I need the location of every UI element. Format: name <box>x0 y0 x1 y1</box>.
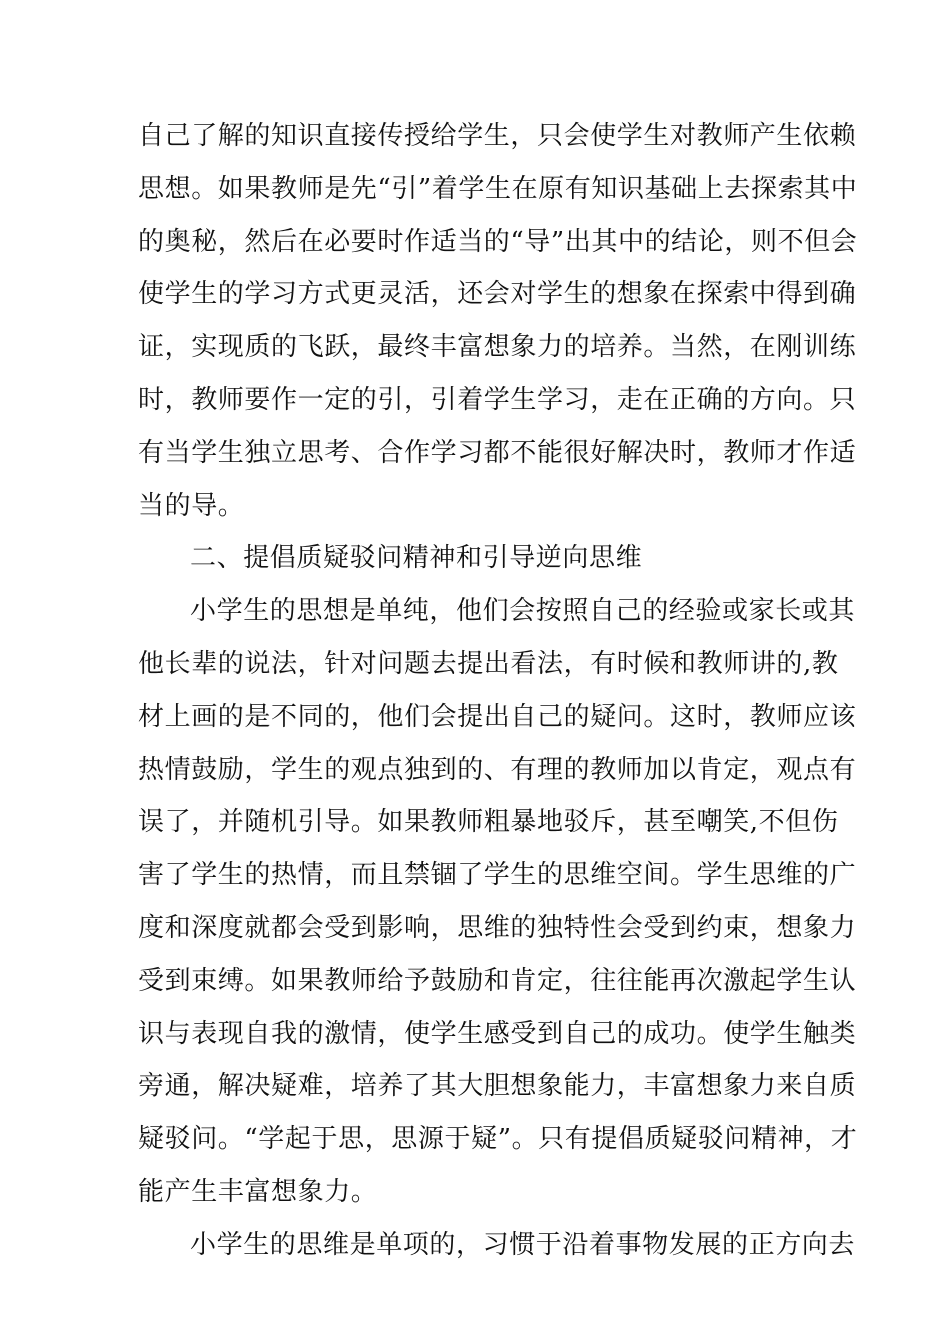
text-line: 有当学生独立思考、合作学习都不能很好解决时，教师才作适 <box>138 437 857 468</box>
text-line: 自己了解的知识直接传授给学生，只会使学生对教师产生依赖 <box>138 121 857 151</box>
text-line: 时，教师要作一定的引，引着学生学习，走在正确的方向。只 <box>138 384 857 415</box>
text-line: 的奥秘，然后在必要时作适当的“导”出其中的结论，则不但会 <box>138 226 858 257</box>
document-body-text <box>138 110 858 1272</box>
text-line: 热情鼓励，学生的观点独到的、有理的教师加以肯定，观点有 <box>138 754 857 785</box>
text-line: 他长辈的说法，针对问题去提出看法，有时候和教师讲的,教 <box>138 648 839 679</box>
text-line: 证，实现质的飞跃，最终丰富想象力的培养。当然，在刚训练 <box>138 332 857 363</box>
text-line: 识与表现自我的激情，使学生感受到自己的成功。使学生触类 <box>138 1018 857 1049</box>
text-line: 二、提倡质疑驳问精神和引导逆向思维 <box>190 543 643 574</box>
text-line: 使学生的学习方式更灵活，还会对学生的想象在探索中得到确 <box>138 279 857 310</box>
text-line: 当的导。 <box>138 490 245 521</box>
text-line: 疑驳问。“学起于思，思源于疑”。只有提倡质疑驳问精神，才 <box>138 1124 858 1155</box>
text-line: 思想。如果教师是先“引”着学生在原有知识基础上去探索其中 <box>138 173 858 204</box>
text-line: 害了学生的热情，而且禁锢了学生的思维空间。学生思维的广 <box>138 860 857 891</box>
text-line: 小学生的思维是单项的，习惯于沿着事物发展的正方向去 <box>190 1229 856 1260</box>
text-line: 能产生丰富想象力。 <box>138 1176 378 1207</box>
text-line: 度和深度就都会受到影响，思维的独特性会受到约束，想象力 <box>138 912 857 943</box>
text-line: 误了，并随机引导。如果教师粗暴地驳斥，甚至嘲笑,不但伤 <box>138 807 839 838</box>
text-line: 材上画的是不同的，他们会提出自己的疑问。这时，教师应该 <box>138 701 857 732</box>
text-line: 小学生的思想是单纯，他们会按照自己的经验或家长或其 <box>190 596 856 627</box>
text-line: 受到束缚。如果教师给予鼓励和肯定，往往能再次激起学生认 <box>138 965 857 996</box>
text-line: 旁通，解决疑难，培养了其大胆想象能力，丰富想象力来自质 <box>138 1071 857 1102</box>
